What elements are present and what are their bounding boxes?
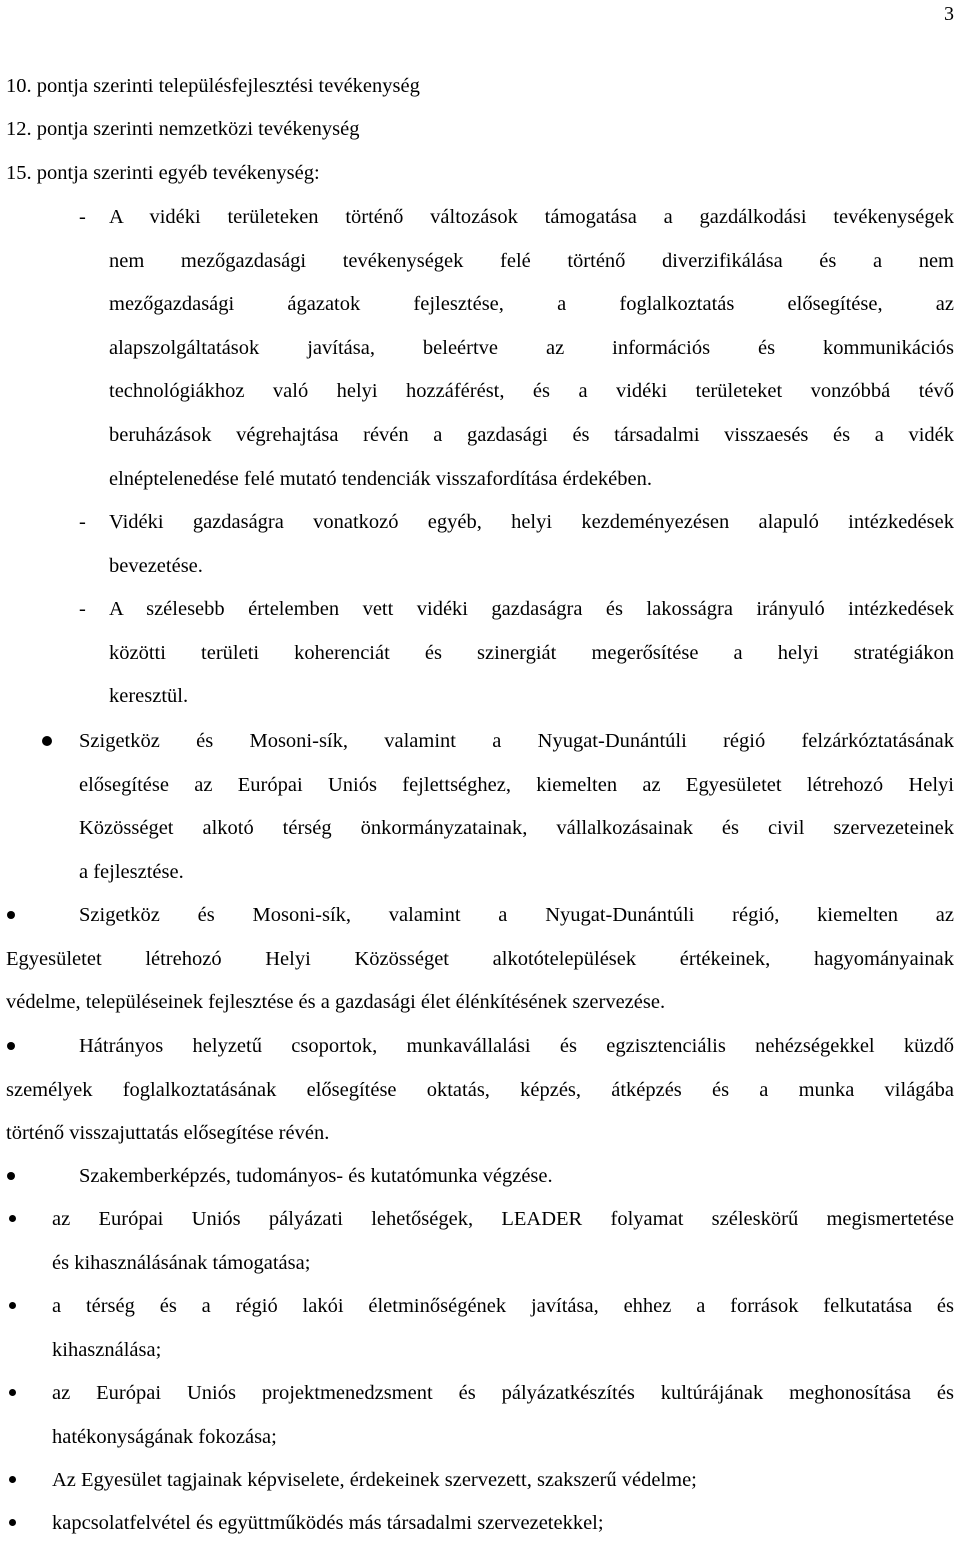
text-line: Szakemberképzés, tudományos- és kutatómunka végzése. (79, 1165, 553, 1187)
bullet-icon (42, 736, 52, 746)
bullet-icon (9, 1519, 16, 1526)
dash-item-text (109, 501, 954, 588)
bullet-paragraph (6, 1025, 954, 1156)
text-line: védelme, településeinek fejlesztése és a gazdasági élet élénkítésének szervezése. (6, 991, 666, 1014)
text-line: a térség és a régió lakói életminőségének javítása, ehhez a források felkutatása és (52, 1295, 954, 1317)
text-line: alapszolgáltatások javítása, beleértve az információs és kommunikációs (109, 336, 954, 359)
bullet-icon (9, 1389, 16, 1396)
dash-item-text (109, 588, 954, 719)
bullet-paragraph (6, 894, 954, 1025)
text-line: Közösséget alkotó térség önkormányzatainak, vállalkozásainak és civil szervezeteinek (79, 817, 954, 840)
text-line: és kihasználásának támogatása; (52, 1251, 311, 1274)
text-line: Az Egyesület tagjainak képviselete, érdekeinek szervezett, szakszerű védelme; (52, 1469, 697, 1491)
text-line: hatékonyságának fokozása; (52, 1425, 277, 1448)
text-line: nem mezőgazdasági tevékenységek felé történő diverzifikálása és a nem (109, 249, 954, 272)
intro-line: 10. pontja szerinti településfejlesztési tevékenység (6, 75, 420, 97)
text-line: Vidéki gazdaságra vonatkozó egyéb, helyi kezdeményezésen alapuló intézkedések (109, 511, 954, 533)
dash-marker: - (79, 511, 86, 533)
bullet-paragraph (52, 1372, 954, 1459)
page-number: 3 (944, 3, 954, 25)
intro-line: 15. pontja szerinti egyéb tevékenység: (6, 162, 320, 184)
bullet-paragraph (79, 720, 954, 894)
bullet-paragraph (52, 1198, 954, 1285)
text-line: Szigetköz és Mosoni-sík, valamint a Nyugat-Dunántúli régió felzárkóztatásának (79, 730, 954, 752)
text-line: történő visszajuttatás elősegítése révén. (6, 1122, 330, 1145)
bullet-paragraph (52, 1459, 954, 1503)
text-line: kihasználása; (52, 1338, 162, 1361)
bullet-paragraph (52, 1285, 954, 1372)
text-line: Szigetköz és Mosoni-sík, valamint a Nyugat-Dunántúli régió, kiemelten az (79, 904, 954, 926)
bullet-paragraph (79, 1155, 954, 1199)
intro-line: 12. pontja szerinti nemzetközi tevékenység (6, 118, 360, 140)
text-line: a fejlesztése. (79, 860, 184, 883)
bullet-icon (9, 1215, 16, 1222)
bullet-icon (9, 1476, 16, 1483)
text-line: kapcsolatfelvétel és együttműködés más társadalmi szervezetekkel; (52, 1512, 604, 1534)
bullet-icon (9, 1302, 16, 1309)
dash-marker: - (79, 206, 86, 228)
dash-marker: - (79, 598, 86, 620)
text-line: személyek foglalkoztatásának elősegítése oktatás, képzés, átképzés és a munka világába (6, 1078, 954, 1101)
text-line: A szélesebb értelemben vett vidéki gazdaságra és lakosságra irányuló intézkedések (109, 598, 954, 620)
text-line: mezőgazdasági ágazatok fejlesztése, a foglalkoztatás elősegítése, az (109, 293, 954, 316)
text-line: bevezetése. (109, 554, 203, 577)
text-line: A vidéki területeken történő változások támogatása a gazdálkodási tevékenységek (109, 206, 954, 228)
bullet-icon (7, 1172, 15, 1180)
text-line: Egyesületet létrehozó Helyi Közösséget alkotótelepülések értékeinek, hagyományainak (6, 947, 954, 970)
dash-item-text (109, 196, 954, 501)
text-line: Hátrányos helyzetű csoportok, munkavállalási és egzisztenciális nehézségekkel küzdő (79, 1035, 954, 1057)
text-line: közötti területi koherenciát és szinergiát megerősítése a helyi stratégiákon (109, 641, 954, 664)
text-line: az Európai Uniós projektmenedzsment és pályázatkészítés kultúrájának meghonosítása és (52, 1382, 954, 1404)
text-line: az Európai Uniós pályázati lehetőségek, LEADER folyamat széleskörű megismertetése (52, 1208, 954, 1230)
text-line: beruházások végrehajtása révén a gazdasági és társadalmi visszaesés és a vidék (109, 423, 954, 446)
text-line: elősegítése az Európai Uniós fejlettséghez, kiemelten az Egyesületet létrehozó Helyi (79, 773, 954, 796)
text-line: keresztül. (109, 685, 189, 708)
text-line: elnéptelenedése felé mutató tendenciák visszafordítása érdekében. (109, 467, 652, 490)
bullet-paragraph (52, 1502, 954, 1546)
text-line: technológiákhoz való helyi hozzáférést, és a vidéki területeket vonzóbbá tévő (109, 380, 954, 403)
